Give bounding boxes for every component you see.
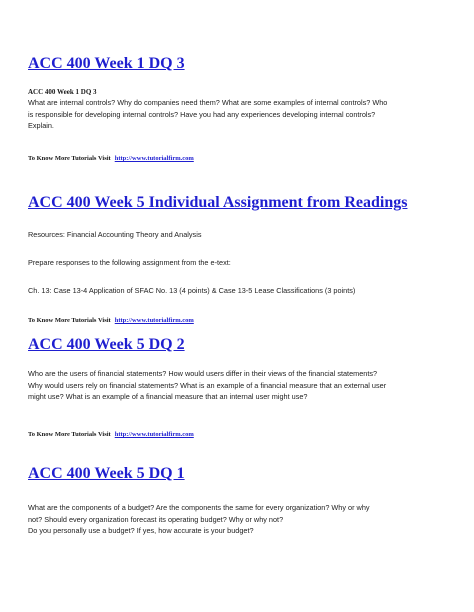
body-line: Do you personally use a budget? If yes, how accurate is your budget? [28,526,254,535]
section-week5-assignment [28,193,448,213]
section-resources [28,229,448,241]
visit-line [28,316,448,326]
visit-label: To Know More Tutorials Visit [28,431,111,438]
visit-label: To Know More Tutorials Visit [28,317,111,324]
section-heading[interactable]: ACC 400 Week 5 Individual Assignment from Readings [28,194,408,211]
section-chapter [28,285,448,297]
body-line: might use? What is an example of a financial measure that an internal user might use? [28,392,308,401]
section-week5-dq1-body [28,502,448,537]
section-prepare [28,257,448,269]
section-heading[interactable]: ACC 400 Week 5 DQ 1 [28,465,185,482]
section-week5-dq2-body [28,368,448,403]
chapter-text: Ch. 13: Case 13-4 Application of SFAC No. 13 (4 points) & Case 13-5 Lease Classifications (3 points) [28,286,356,295]
body-line: Explain. [28,121,54,130]
body-line: not? Should every organization forecast its operating budget? Why or why not? [28,514,284,524]
section-week1-dq3 [28,54,448,74]
body-line: Who are the users of financial statements? How would users differ in their views of the financial statements? [28,369,378,378]
section-week5-dq2 [28,335,448,355]
prepare-text: Prepare responses to the following assignment from the e-text: [28,258,231,267]
body-line: What are internal controls? Why do companies need them? What are some examples of internal controls? Who [28,98,388,107]
body-line: What are the components of a budget? Are the components the same for every organization? Why or why [28,503,370,512]
section-subheading: ACC 400 Week 1 DQ 3 [28,88,97,96]
visit-line [28,154,448,164]
body-line: Why would users rely on financial statements? What is an example of a financial measure that an external user [28,380,387,390]
tutorial-link[interactable]: http://www.tutorialfirm.com [114,317,194,324]
resources-text: Resources: Financial Accounting Theory and Analysis [28,230,202,239]
body-line: is responsible for developing internal controls? Have you had any experiences developing internal controls? [28,109,376,119]
section-week5-dq1 [28,464,448,484]
section-heading[interactable]: ACC 400 Week 5 DQ 2 [28,336,185,353]
tutorial-link[interactable]: http://www.tutorialfirm.com [114,155,194,162]
section-heading[interactable]: ACC 400 Week 1 DQ 3 [28,55,185,72]
visit-line [28,430,448,440]
section-week1-dq3-body [28,87,448,132]
visit-label: To Know More Tutorials Visit [28,155,111,162]
tutorial-link[interactable]: http://www.tutorialfirm.com [114,431,194,438]
